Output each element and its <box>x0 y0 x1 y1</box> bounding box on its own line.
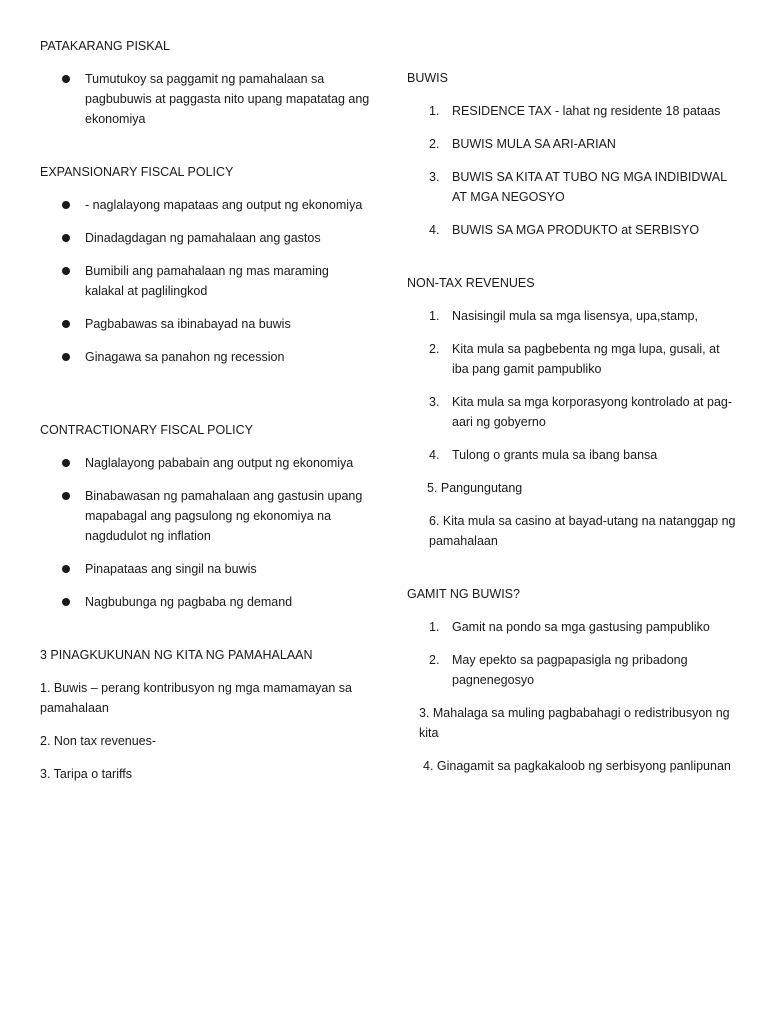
section-contractionary <box>40 420 370 612</box>
list-item: 3. Kita mula sa mga korporasyong kontrolado at pag-aari ng gobyerno <box>429 395 733 429</box>
list-item: Tumutukoy sa paggamit ng pamahalaan sa pagbubuwis at paggasta nito upang mapatatag ang ekonomiya <box>40 69 370 129</box>
bullet-dot-icon <box>62 75 70 83</box>
bullet-dot-icon <box>62 267 70 275</box>
section-heading: NON-TAX REVENUES <box>407 276 535 290</box>
bullet-dot-icon <box>62 598 70 606</box>
list-item: 4. Ginagamit sa pagkakaloob ng serbisyong panlipunan <box>423 759 731 773</box>
section-pinagkukunan <box>40 645 370 784</box>
bullet-dot-icon <box>62 234 70 242</box>
list-item: Nagbubunga ng pagbaba ng demand <box>40 592 370 612</box>
bullet-list <box>40 453 370 612</box>
bullet-dot-icon <box>62 492 70 500</box>
section-heading: 3 PINAGKUKUNAN NG KITA NG PAMAHALAAN <box>40 648 313 662</box>
bullet-dot-icon <box>62 353 70 361</box>
list-item: - naglalayong mapataas ang output ng ekonomiya <box>40 195 370 215</box>
list-item: Pinapataas ang singil na buwis <box>40 559 370 579</box>
list-item: 4. BUWIS SA MGA PRODUKTO at SERBISYO <box>429 223 700 237</box>
list-item: 6. Kita mula sa casino at bayad-utang na natanggap ng pamahalaan <box>429 514 736 548</box>
list-item: 2. BUWIS MULA SA ARI-ARIAN <box>429 137 616 151</box>
section-buwis <box>407 68 737 240</box>
bullet-dot-icon <box>62 320 70 328</box>
list-item: 5. Pangungutang <box>427 481 523 495</box>
list-item: 2. Kita mula sa pagbebenta ng mga lupa, gusali, at iba pang gamit pampubliko <box>429 342 720 376</box>
section-heading: BUWIS <box>407 71 448 85</box>
right-column <box>407 68 737 789</box>
numbered-list <box>407 101 737 240</box>
numbered-list <box>407 617 737 690</box>
list-item: Binabawasan ng pamahalaan ang gastusin upang mapabagal ang pagsulong ng ekonomiya na nagdudulot ng inflation <box>40 486 370 546</box>
list-item: Pagbabawas sa ibinabayad na buwis <box>40 314 370 334</box>
numbered-list <box>407 306 737 465</box>
section-non-tax-revenues <box>407 273 737 551</box>
list-item: 2. May epekto sa pagpapasigla ng pribadong pagnenegosyo <box>429 653 688 687</box>
list-item: Dinadagdagan ng pamahalaan ang gastos <box>40 228 370 248</box>
list-item: Bumibili ang pamahalaan ng mas maraming kalakal at paglilingkod <box>40 261 370 301</box>
bullet-dot-icon <box>62 459 70 467</box>
list-item: 3. Taripa o tariffs <box>40 767 132 781</box>
list-item: 2. Non tax revenues- <box>40 734 157 748</box>
section-patakarang-piskal <box>40 36 370 129</box>
bullet-list <box>40 195 370 367</box>
list-item: 3. BUWIS SA KITA AT TUBO NG MGA INDIBIDWAL AT MGA NEGOSYO <box>429 170 727 204</box>
bullet-dot-icon <box>62 565 70 573</box>
section-gamit-ng-buwis <box>407 584 737 776</box>
section-heading: PATAKARANG PISKAL <box>40 39 170 53</box>
bullet-list <box>40 69 370 129</box>
list-item: Ginagawa sa panahon ng recession <box>40 347 370 367</box>
section-heading: EXPANSIONARY FISCAL POLICY <box>40 165 234 179</box>
list-item: 1. Buwis – perang kontribusyon ng mga mamamayan sa pamahalaan <box>40 681 352 715</box>
list-item: Naglalayong pababain ang output ng ekonomiya <box>40 453 370 473</box>
bullet-dot-icon <box>62 201 70 209</box>
left-column <box>40 36 370 797</box>
section-heading: CONTRACTIONARY FISCAL POLICY <box>40 423 254 437</box>
section-heading: GAMIT NG BUWIS? <box>407 587 520 601</box>
section-expansionary <box>40 162 370 367</box>
list-item: 4. Tulong o grants mula sa ibang bansa <box>429 448 658 462</box>
list-item: 1. Gamit na pondo sa mga gastusing pampubliko <box>429 620 710 634</box>
list-item: 1. RESIDENCE TAX - lahat ng residente 18 pataas <box>429 104 721 118</box>
list-item: 1. Nasisingil mula sa mga lisensya, upa,stamp, <box>429 309 698 323</box>
list-item: 3. Mahalaga sa muling pagbabahagi o redistribusyon ng kita <box>419 706 730 740</box>
